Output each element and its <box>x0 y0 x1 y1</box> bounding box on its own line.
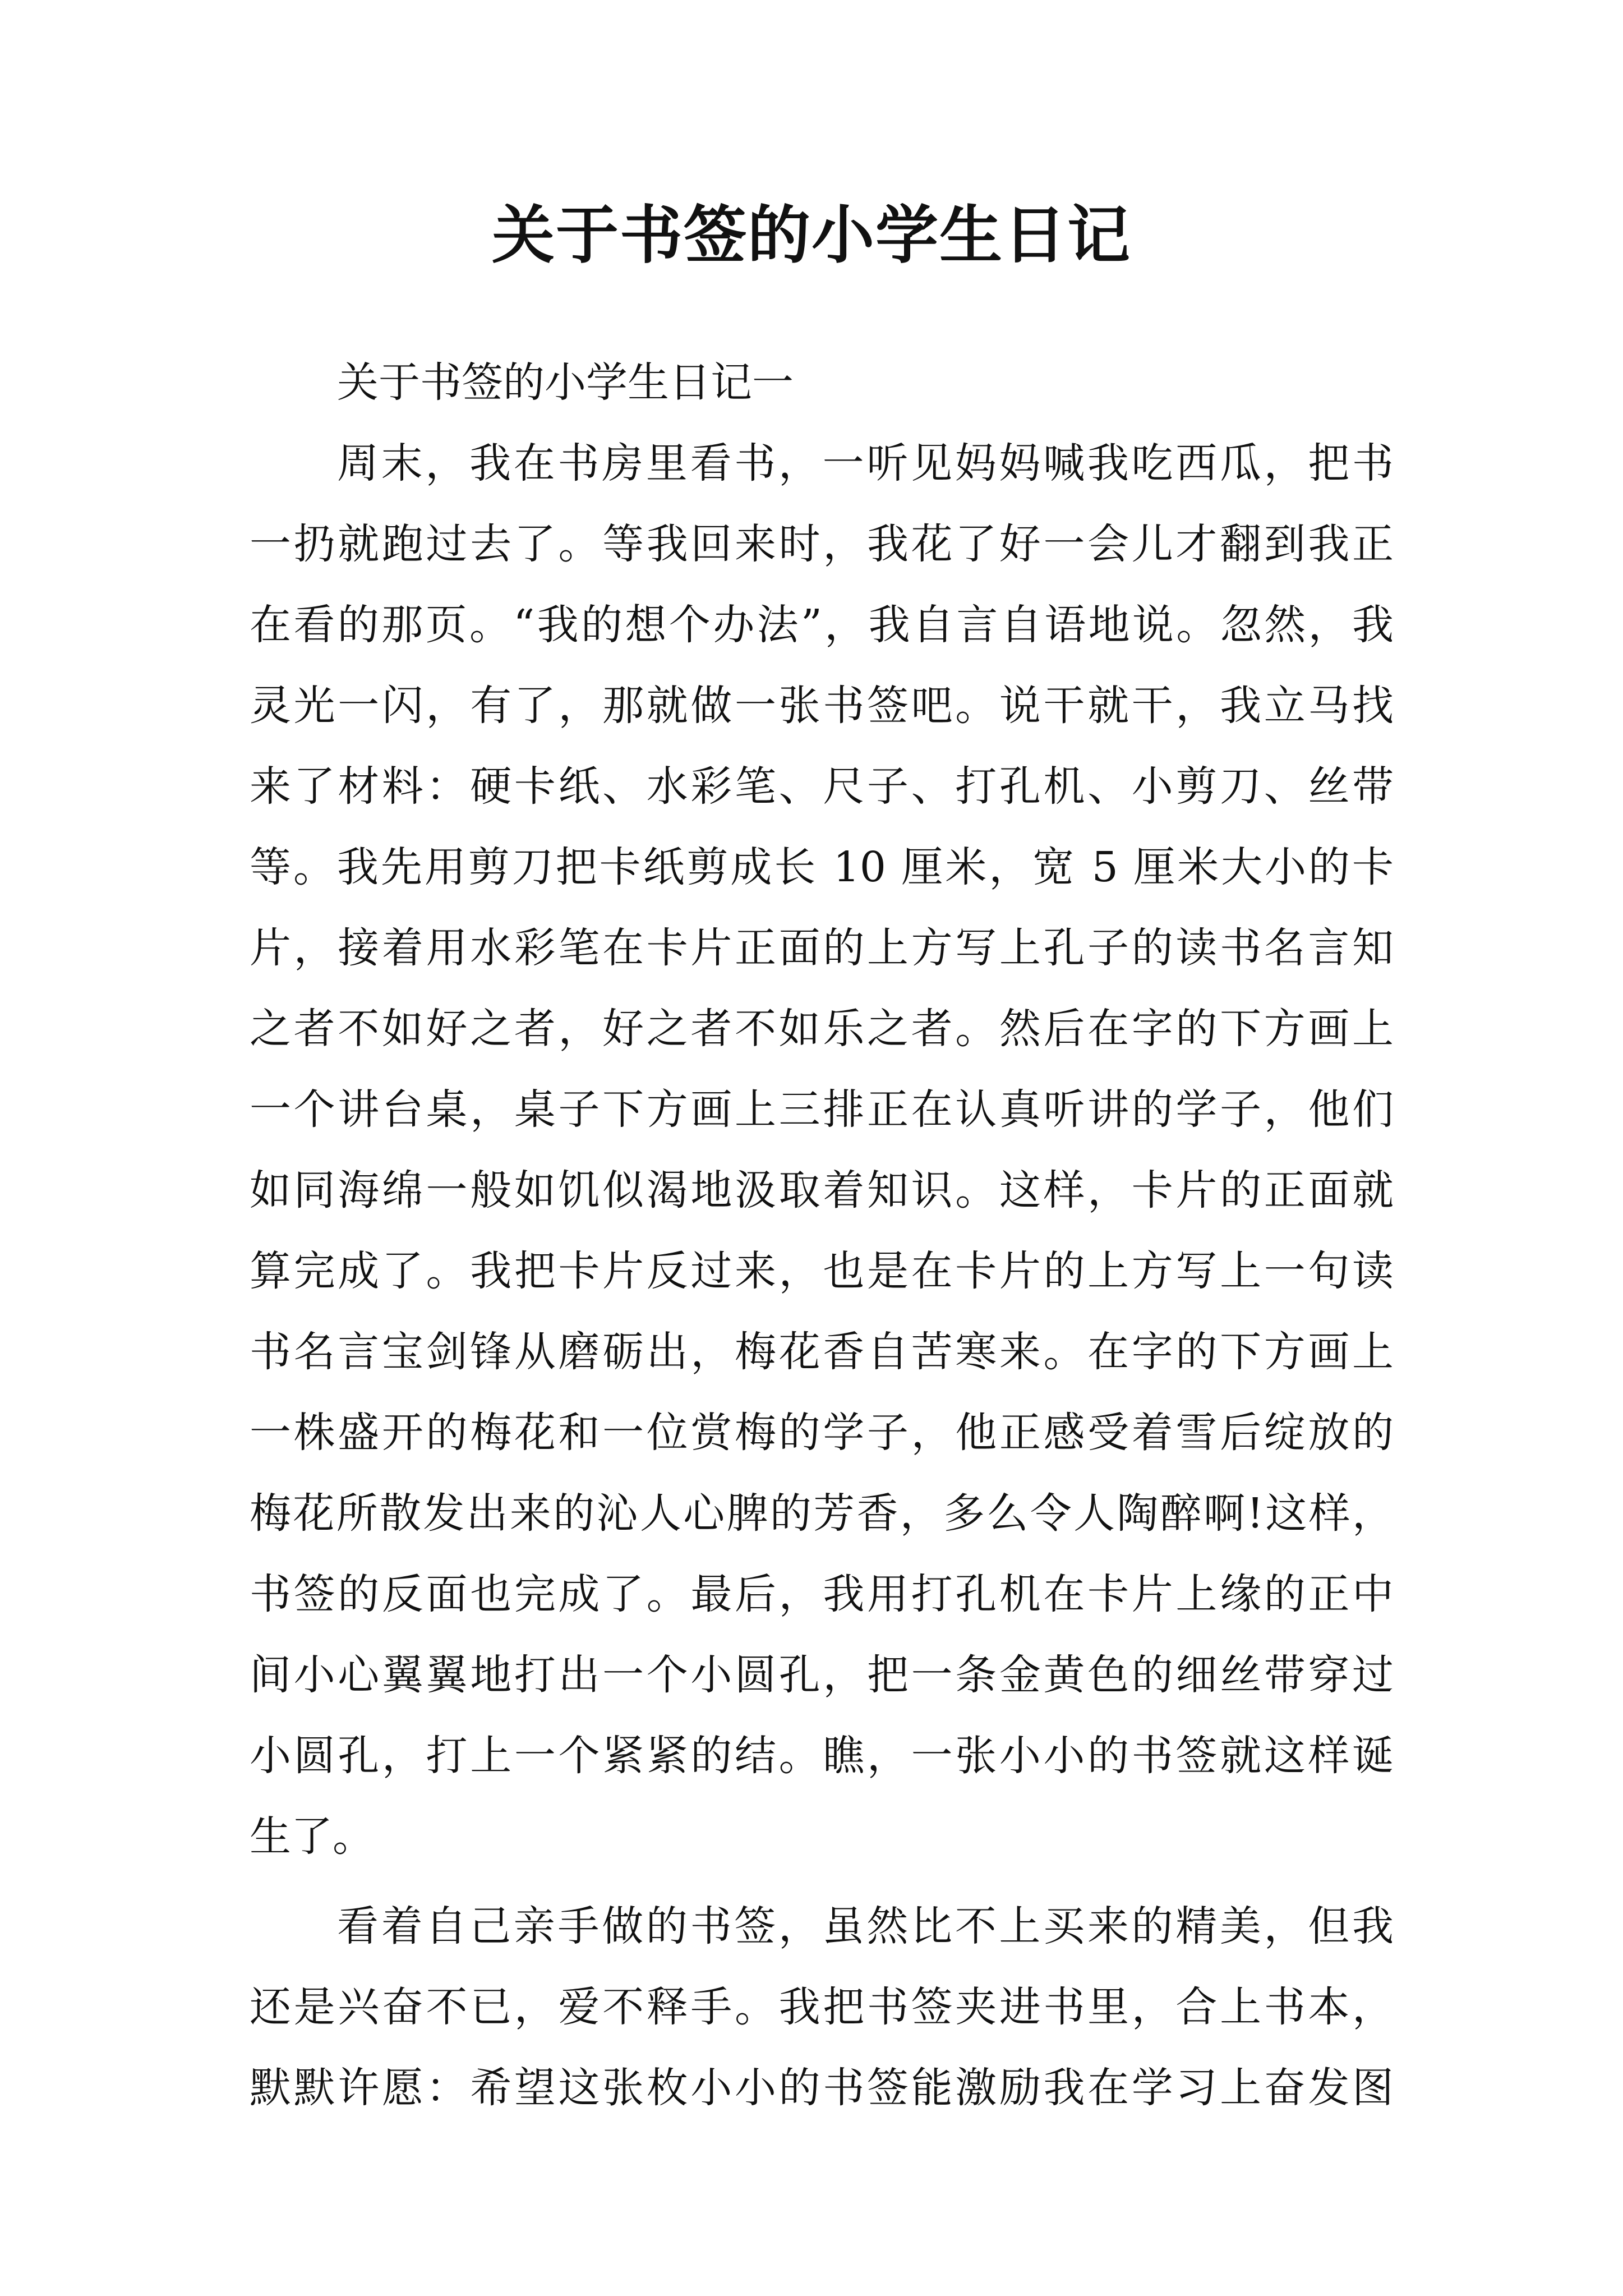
document-subtitle: 关于书签的小学生日记一 <box>337 358 794 407</box>
text-line: 在看的那页。“我的想个办法”，我自言自语地说。忽然，我 <box>250 601 1394 649</box>
document-title: 关于书签的小学生日记 <box>492 199 1131 272</box>
text-line: 周末，我在书房里看书，一听见妈妈喊我吃西瓜，把书 <box>337 439 1394 487</box>
text-line: 间小心翼翼地打出一个小圆孔，把一条金黄色的细丝带穿过 <box>250 1651 1394 1699</box>
text-line: 一个讲台桌，桌子下方画上三排正在认真听讲的学子，他们 <box>250 1085 1394 1134</box>
text-line: 灵光一闪，有了，那就做一张书签吧。说干就干，我立马找 <box>250 682 1394 730</box>
text-line: 小圆孔，打上一个紧紧的结。瞧，一张小小的书签就这样诞 <box>250 1732 1394 1780</box>
text-line: 如同海绵一般如饥似渴地汲取着知识。这样，卡片的正面就 <box>250 1166 1394 1214</box>
text-line: 还是兴奋不已，爱不释手。我把书签夹进书里，合上书本， <box>250 1983 1394 2031</box>
paragraph-gap <box>250 1877 1394 1886</box>
text-line: 片，接着用水彩笔在卡片正面的上方写上孔子的读书名言知 <box>250 924 1394 972</box>
text-line: 一株盛开的梅花和一位赏梅的学子，他正感受着雪后绽放的 <box>250 1409 1394 1457</box>
text-line: 之者不如好之者，好之者不如乐之者。然后在字的下方画上 <box>250 1005 1394 1053</box>
text-line: 生了。 <box>250 1812 374 1861</box>
text-line: 一扔就跑过去了。等我回来时，我花了好一会儿才翻到我正 <box>250 520 1394 568</box>
text-line: 等。我先用剪刀把卡纸剪成长 10 厘米，宽 5 厘米大小的卡 <box>250 843 1394 891</box>
paragraph-1 <box>250 423 1394 1877</box>
text-line: 书名言宝剑锋从磨砺出，梅花香自苦寒来。在字的下方画上 <box>250 1328 1394 1376</box>
document-body <box>250 342 1394 2128</box>
text-line: 来了材料：硬卡纸、水彩笔、尺子、打孔机、小剪刀、丝带 <box>250 762 1394 811</box>
text-line: 算完成了。我把卡片反过来，也是在卡片的上方写上一句读 <box>250 1247 1394 1295</box>
text-line: 看着自己亲手做的书签，虽然比不上买来的精美，但我 <box>337 1902 1394 1950</box>
text-line: 梅花所散发出来的沁人心脾的芳香，多么令人陶醉啊!这样， <box>250 1489 1394 1538</box>
text-line: 默默许愿：希望这张枚小小的书签能激励我在学习上奋发图 <box>250 2064 1394 2112</box>
text-line: 书签的反面也完成了。最后，我用打孔机在卡片上缘的正中 <box>250 1570 1394 1618</box>
paragraph-2 <box>250 1886 1394 2128</box>
